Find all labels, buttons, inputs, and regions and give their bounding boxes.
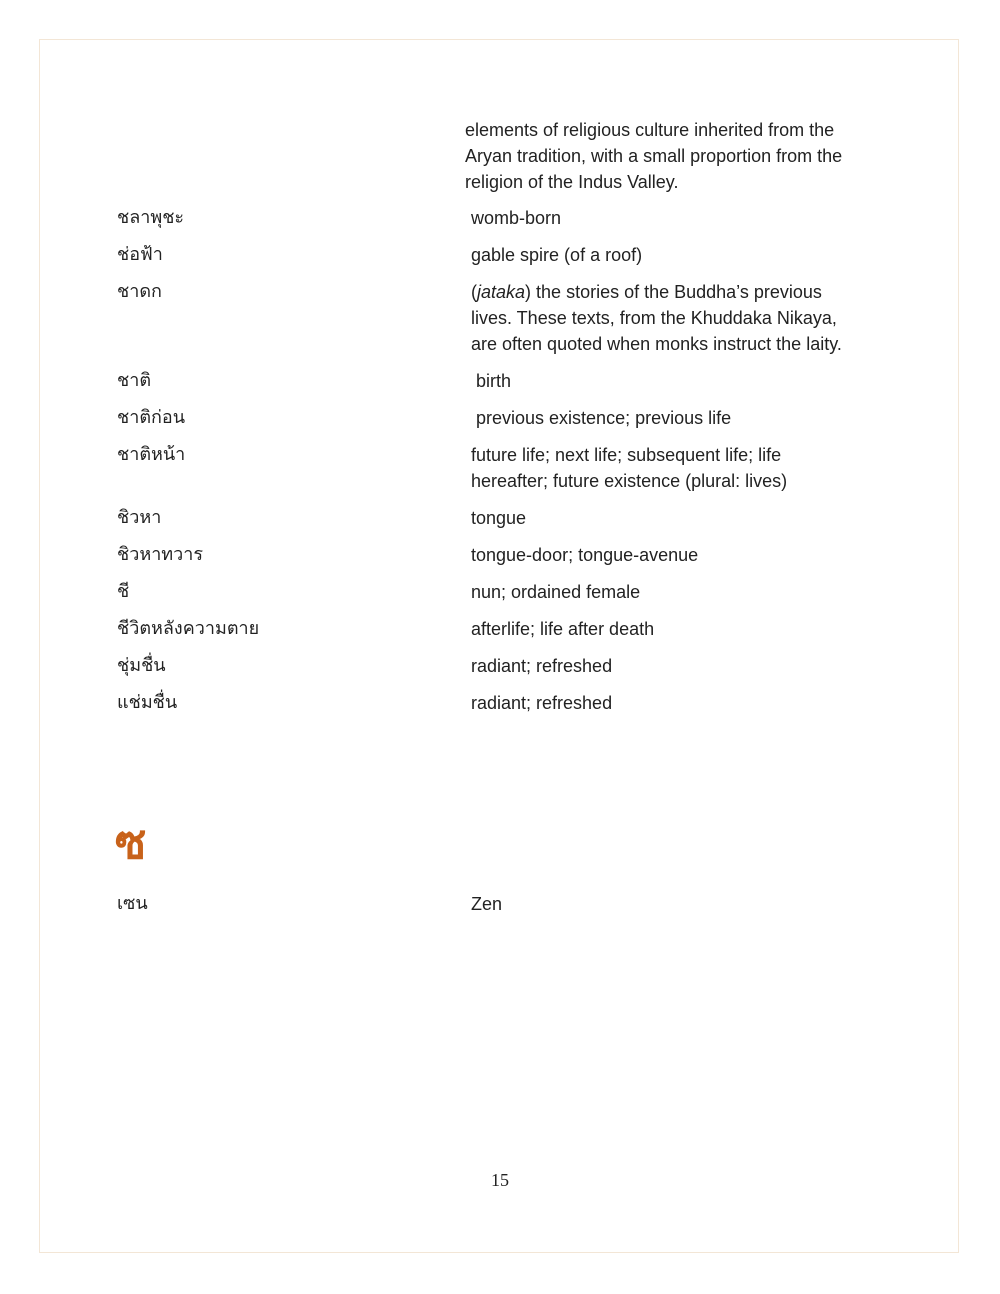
english-definition bbox=[471, 442, 881, 494]
definition-line: hereafter; future existence (plural: lives) bbox=[471, 471, 788, 491]
definition-line: womb-born bbox=[471, 208, 562, 228]
thai-term: แช่มชื่น bbox=[117, 692, 178, 713]
english-definition bbox=[471, 279, 881, 357]
english-definition bbox=[471, 205, 881, 231]
italic-term: jataka bbox=[477, 282, 526, 302]
english-definition bbox=[471, 368, 886, 394]
definition-line: gable spire (of a roof) bbox=[471, 245, 643, 265]
definition-line: previous existence; previous life bbox=[476, 408, 732, 428]
glossary-entry bbox=[117, 368, 907, 394]
section-entries bbox=[117, 891, 907, 928]
definition-line: nun; ordained female bbox=[471, 582, 641, 602]
thai-term: ชลาพุชะ bbox=[117, 207, 185, 228]
glossary-entry bbox=[117, 653, 907, 679]
glossary-entry bbox=[117, 279, 907, 357]
english-definition bbox=[471, 405, 886, 431]
continuation-line: elements of religious culture inherited from the bbox=[465, 120, 835, 140]
definition-line: radiant; refreshed bbox=[471, 656, 613, 676]
glossary-entry bbox=[117, 242, 907, 268]
thai-term: เซน bbox=[117, 893, 148, 914]
english-definition bbox=[471, 242, 881, 268]
definition-line: tongue-door; tongue-avenue bbox=[471, 545, 699, 565]
glossary-entry bbox=[117, 505, 907, 531]
thai-term: ชาดก bbox=[117, 281, 162, 302]
definition-line: afterlife; life after death bbox=[471, 619, 655, 639]
english-definition bbox=[471, 690, 881, 716]
glossary-entry bbox=[117, 542, 907, 568]
definition-line: (jataka) the stories of the Buddha’s previous bbox=[471, 282, 822, 302]
thai-term: ชาติหน้า bbox=[117, 444, 186, 465]
definition-line: future life; next life; subsequent life; life bbox=[471, 445, 782, 465]
glossary-entry bbox=[117, 405, 907, 431]
english-definition bbox=[471, 542, 881, 568]
english-definition bbox=[471, 505, 881, 531]
definition-text: ) the stories of the Buddha’s previous bbox=[525, 282, 822, 302]
glossary-entry bbox=[117, 616, 907, 642]
definition-line: are often quoted when monks instruct the laity. bbox=[471, 334, 842, 354]
english-definition bbox=[471, 653, 881, 679]
glossary-entry bbox=[117, 442, 907, 494]
section-heading-letter: ซ bbox=[115, 815, 147, 869]
thai-term: ชาติก่อน bbox=[117, 407, 186, 428]
thai-term: ชุ่มชื่น bbox=[117, 655, 166, 676]
thai-term: ชีวิตหลังความตาย bbox=[117, 618, 260, 639]
definition-line: birth bbox=[476, 371, 512, 391]
continuation-text bbox=[465, 117, 895, 195]
glossary-entry bbox=[117, 205, 907, 231]
thai-term: ชี bbox=[117, 581, 130, 602]
glossary-entry bbox=[117, 579, 907, 605]
thai-term: ชาติ bbox=[117, 370, 152, 391]
thai-term: ชิวหาทวาร bbox=[117, 544, 204, 565]
english-definition bbox=[471, 616, 881, 642]
continuation-line: Aryan tradition, with a small proportion from the bbox=[465, 146, 843, 166]
thai-term: ช่อฟ้า bbox=[117, 244, 163, 265]
glossary-entries bbox=[117, 205, 907, 727]
definition-line: tongue bbox=[471, 508, 527, 528]
definition-line: radiant; refreshed bbox=[471, 693, 613, 713]
thai-term: ชิวหา bbox=[117, 507, 162, 528]
definition-line: lives. These texts, from the Khuddaka Nikaya, bbox=[471, 308, 837, 328]
page-number: 15 bbox=[491, 1170, 509, 1190]
english-definition bbox=[471, 579, 881, 605]
glossary-entry bbox=[117, 891, 907, 917]
english-definition: Zen bbox=[471, 894, 503, 914]
continuation-line: religion of the Indus Valley. bbox=[465, 172, 679, 192]
glossary-entry bbox=[117, 690, 907, 716]
